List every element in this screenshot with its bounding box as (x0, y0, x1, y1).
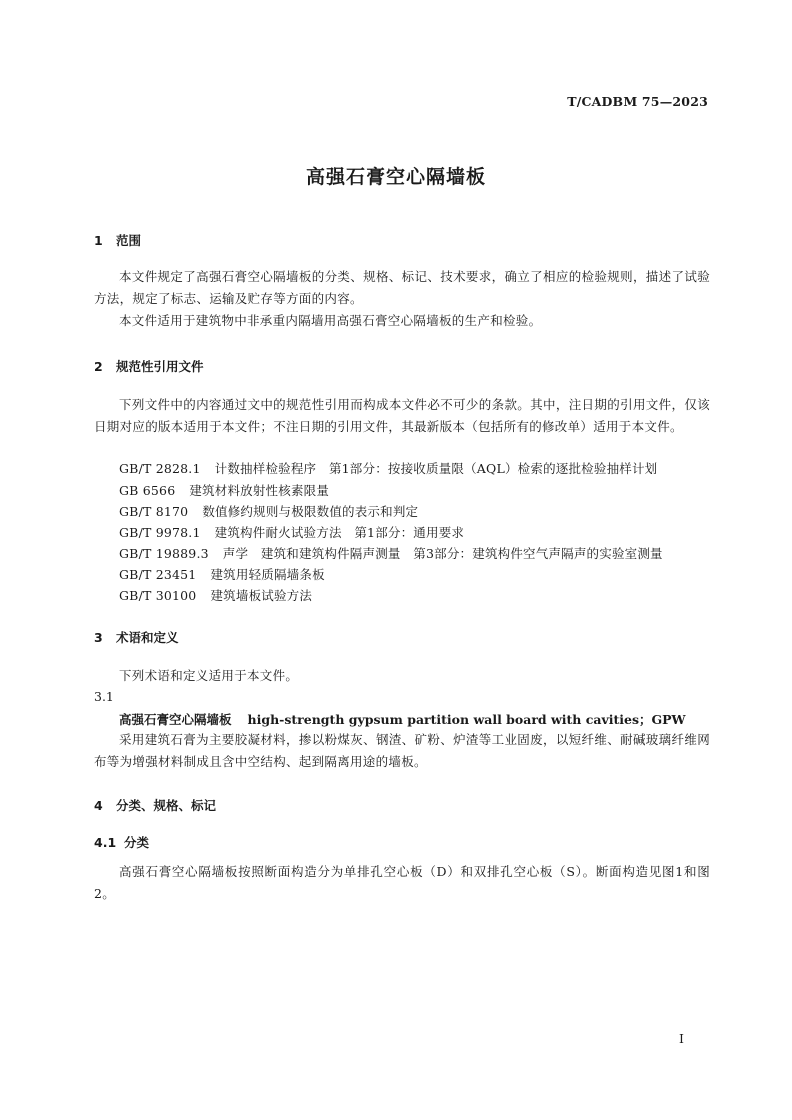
standard-number: T/CADBM 75—2023 (567, 94, 708, 109)
section-1-title: 范围 (116, 233, 142, 248)
section-1-paragraph-2: 本文件适用于建筑物中非承重内隔墙用高强石膏空心隔墙板的生产和检验。 (119, 313, 542, 328)
section-2-title: 规范性引用文件 (116, 359, 204, 374)
section-1-number: 1 (94, 233, 103, 248)
section-2-heading (94, 357, 204, 375)
section-3-intro: 下列术语和定义适用于本文件。 (119, 668, 299, 683)
reference-code: GB/T 19889.3 (119, 546, 209, 561)
reference-title: 计数抽样检验程序 第1部分：按接收质量限（AQL）检索的逐批检验抽样计划 (214, 461, 658, 476)
section-4-1-title: 分类 (124, 835, 150, 850)
term-definition: 采用建筑石膏为主要胶凝材料，掺以粉煤灰、钢渣、矿粉、炉渣等工业固废，以短纤维、耐碱玻璃纤维网布等为增强材料制成且含中空结构、起到隔离用途的墙板。 (94, 732, 710, 769)
section-1-paragraph-1: 本文件规定了高强石膏空心隔墙板的分类、规格、标记、技术要求，确立了相应的检验规则，描述了试验方法，规定了标志、运输及贮存等方面的内容。 (94, 269, 710, 306)
term-number: 3.1 (94, 689, 114, 704)
page-number: I (679, 1031, 684, 1046)
reference-title: 声学 建筑和建筑构件隔声测量 第3部分：建筑构件空气声隔声的实验室测量 (222, 546, 663, 561)
section-4-1-number: 4.1 (94, 835, 117, 850)
reference-title: 建筑用轻质隔墙条板 (210, 567, 325, 582)
section-1-heading (94, 231, 141, 249)
section-2-intro: 下列文件中的内容通过文中的规范性引用而构成本文件必不可少的条款。其中，注日期的引用文件，仅该日期对应的版本适用于本文件；不注日期的引用文件，其最新版本（包括所有的修改单）适用于本文件。 (94, 397, 710, 434)
reference-code: GB/T 30100 (119, 588, 197, 603)
reference-item (119, 565, 325, 583)
term-name-zh: 高强石膏空心隔墙板 (119, 712, 232, 727)
reference-title: 建筑墙板试验方法 (210, 588, 313, 603)
section-4-title: 分类、规格、标记 (116, 798, 217, 813)
reference-item (119, 502, 418, 520)
section-4-number: 4 (94, 798, 103, 813)
section-3-number: 3 (94, 630, 103, 645)
reference-title: 建筑构件耐火试验方法 第1部分：通用要求 (214, 525, 465, 540)
reference-title: 数值修约规则与极限数值的表示和判定 (202, 504, 419, 519)
reference-code: GB/T 2828.1 (119, 461, 201, 476)
reference-code: GB/T 9978.1 (119, 525, 201, 540)
reference-code: GB/T 8170 (119, 504, 189, 519)
reference-title: 建筑材料放射性核素限量 (189, 483, 330, 498)
section-2-number: 2 (94, 359, 103, 374)
reference-item (119, 459, 657, 477)
reference-item (119, 523, 464, 541)
term-heading (119, 710, 686, 728)
reference-item (119, 481, 329, 499)
reference-code: GB 6566 (119, 483, 176, 498)
section-3-title: 术语和定义 (116, 630, 179, 645)
reference-item (119, 586, 312, 604)
reference-item (119, 544, 663, 562)
section-4-heading (94, 796, 216, 814)
document-title: 高强石膏空心隔墙板 (305, 166, 486, 188)
section-3-heading (94, 628, 179, 646)
section-4-1-heading (94, 833, 149, 851)
term-name-en: high-strength gypsum partition wall board with cavities；GPW (247, 712, 686, 727)
reference-code: GB/T 23451 (119, 567, 197, 582)
section-4-1-paragraph: 高强石膏空心隔墙板按照断面构造分为单排孔空心板（D）和双排孔空心板（S）。断面构造见图1和图2。 (94, 864, 710, 901)
